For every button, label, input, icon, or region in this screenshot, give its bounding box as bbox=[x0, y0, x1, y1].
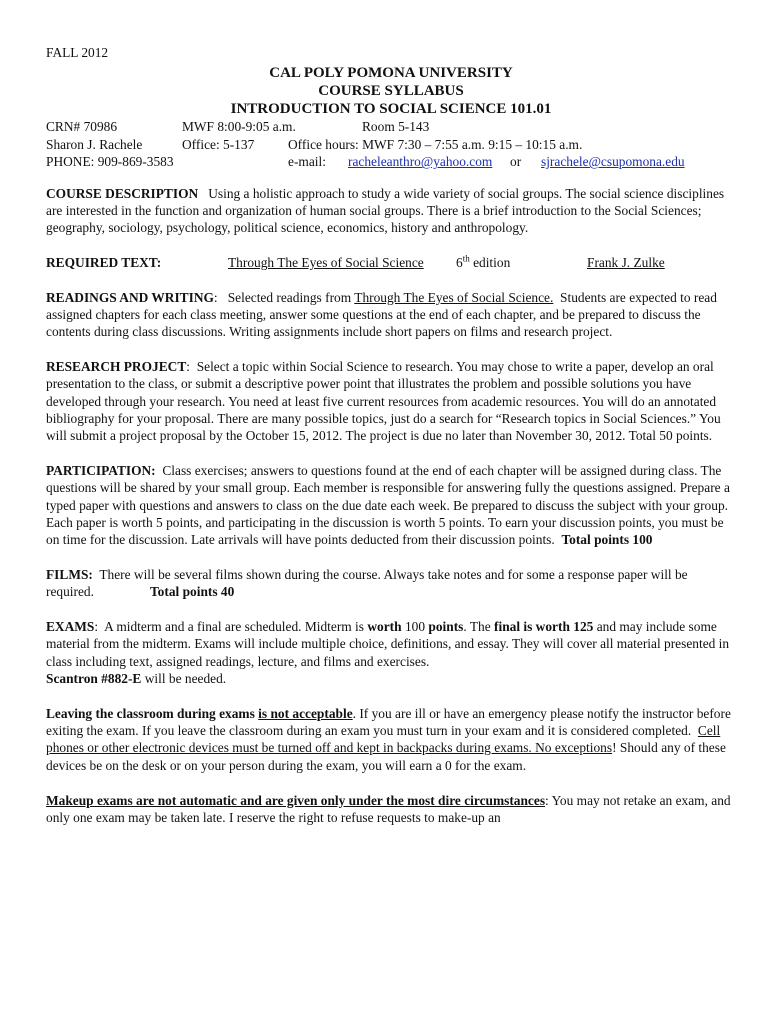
participation-total: Total points 100 bbox=[561, 532, 653, 548]
readings-section bbox=[46, 289, 736, 341]
makeup-heading: Makeup exams are not automatic and are given only under the most dire circumstances bbox=[46, 792, 546, 808]
makeup-section bbox=[46, 792, 736, 827]
email-link-csupomona[interactable]: sjrachele@csupomona.edu bbox=[541, 154, 685, 170]
info-row-instructor bbox=[46, 136, 736, 154]
phone-text: PHONE: 909-869-3583 bbox=[46, 154, 174, 170]
email-label: e-mail: bbox=[288, 154, 326, 170]
exams-bold-worth: worth bbox=[367, 619, 402, 635]
scantron-text: Scantron #882-E bbox=[46, 671, 142, 687]
films-section bbox=[46, 566, 736, 601]
scantron-tail: will be needed. bbox=[144, 671, 227, 687]
or-text: or bbox=[510, 154, 522, 170]
required-text-edition bbox=[456, 254, 510, 271]
research-text: Select a topic within Social Science to research. You may chose to write a paper, develop an oral presentation to the class, or submit a descriptive power point that illustrates the problem and possible solutions you have developed through your research. You need at least five current resources from academic resources. You will do an annotated bibliography for your proposal. There are many possible topics, just do a search for “Research topics in Social Sciences.” You will submit a project proposal by the October 15, 2012. The project is due no later than November 30, 2012. Total 50 points. bbox=[46, 359, 721, 444]
readings-book-title: Through The Eyes of Social Science. bbox=[354, 289, 554, 305]
document-type-title: COURSE SYLLABUS bbox=[318, 83, 464, 100]
room-text: Room 5-143 bbox=[362, 119, 430, 135]
readings-heading: READINGS AND WRITING bbox=[46, 289, 214, 305]
schedule-text: MWF 8:00-9:05 a.m. bbox=[182, 119, 296, 135]
crn-text: CRN# 70986 bbox=[46, 119, 118, 135]
exams-heading: EXAMS bbox=[46, 619, 95, 635]
exams-bold-points: points bbox=[428, 619, 464, 635]
term-label: FALL 2012 bbox=[46, 45, 109, 60]
leaving-section bbox=[46, 705, 736, 774]
leaving-text-1: . If you are ill or have an emergency please notify the instructor before exiting the exam. If you leave the classroom during an exam you must turn in your exam and it is considered completed. bbox=[46, 705, 731, 739]
exams-midterm-points: 100 bbox=[404, 619, 426, 635]
syllabus-page bbox=[46, 44, 736, 844]
participation-heading: PARTICIPATION: bbox=[46, 463, 156, 479]
course-title: INTRODUCTION TO SOCIAL SCIENCE 101.01 bbox=[230, 101, 552, 118]
edition-number: 6 bbox=[456, 255, 463, 271]
course-description-text: Using a holistic approach to study a wide variety of social groups. The social science disciplines are interested in the function and organization of human social groups. There is a brief introduction to the Social Sciences; geography, sociology, psychology, political science, economics, history and anthropology. bbox=[46, 185, 725, 236]
exams-text-2: . The bbox=[463, 619, 491, 635]
makeup-text: : You may not retake an exam, and only one exam may be taken late. I reserve the right to refuse requests to make-up an bbox=[46, 792, 731, 825]
email-link-yahoo[interactable]: racheleanthro@yahoo.com bbox=[348, 154, 493, 170]
office-text: Office: 5-137 bbox=[182, 136, 255, 152]
university-title: CAL POLY POMONA UNIVERSITY bbox=[269, 65, 513, 82]
course-description-heading: COURSE DESCRIPTION bbox=[46, 185, 199, 201]
exams-final-worth: final is worth 125 bbox=[494, 619, 594, 635]
exams-text-1: A midterm and a final are scheduled. Midterm is bbox=[104, 619, 364, 635]
office-hours-text: Office hours: MWF 7:30 – 7:55 a.m. 9:15 – 10:15 a.m. bbox=[288, 136, 583, 152]
participation-section bbox=[46, 462, 736, 548]
exams-colon: : bbox=[94, 619, 99, 635]
exams-text-3: and may include some material from the midterm. Exams will include multiple choice, definitions, and essay. They will cover all material presented in class including text, assigned readings, lecture, and films and exercises. bbox=[46, 619, 730, 669]
leaving-text-2: ! Should any of these devices be on the desk or on your person during the exam, you will earn a 0 for the exam. bbox=[46, 740, 726, 773]
instructor-name: Sharon J. Rachele bbox=[46, 136, 143, 152]
required-text-author: Frank J. Zulke bbox=[587, 255, 665, 271]
edition-suffix: th bbox=[462, 253, 470, 264]
info-row-contact bbox=[46, 153, 736, 171]
leaving-heading-underlined: is not acceptable bbox=[258, 705, 353, 721]
readings-intro: Selected readings from bbox=[227, 289, 352, 305]
required-text-title: Through The Eyes of Social Science bbox=[228, 255, 424, 271]
cell-phone-policy: Cell phones or other electronic devices must be turned off and kept in backpacks during exams. No exceptions bbox=[46, 723, 721, 756]
exams-section bbox=[46, 618, 736, 687]
required-text-row bbox=[46, 254, 736, 272]
research-section bbox=[46, 358, 736, 444]
research-colon: : bbox=[186, 359, 190, 375]
readings-colon: : bbox=[213, 289, 218, 305]
readings-text: Students are expected to read assigned chapters for each class meeting, answer some questions at the end of each chapter, and be prepared to discuss the contents during class discussions. Writing assignments include short papers on films and research project. bbox=[46, 289, 717, 340]
films-total: Total points 40 bbox=[149, 584, 235, 600]
edition-word: edition bbox=[473, 255, 511, 271]
films-text: There will be several films shown during the course. Always take notes and for some a response paper will be required. bbox=[46, 567, 688, 600]
research-heading: RESEARCH PROJECT bbox=[46, 359, 187, 375]
info-row-crn bbox=[46, 118, 736, 136]
course-description bbox=[46, 185, 736, 237]
leaving-heading: Leaving the classroom during exams bbox=[46, 705, 255, 721]
participation-text: Class exercises; answers to questions found at the end of each chapter will be assigned during class. The questions will be shared by your small group. Each member is responsible for answering fully the questions assigned. Prepare a typed paper with questions and answers to class on the due date each week. Be prepared to discuss the subject with your group. Each paper is worth 5 points, and participating in the discussion is worth 5 points. To earn your discussion points, you must be on time for the discussion. Late arrivals will have points deducted from their discussion points. bbox=[46, 463, 730, 548]
films-heading: FILMS: bbox=[46, 567, 93, 583]
required-text-heading: REQUIRED TEXT: bbox=[46, 255, 162, 271]
